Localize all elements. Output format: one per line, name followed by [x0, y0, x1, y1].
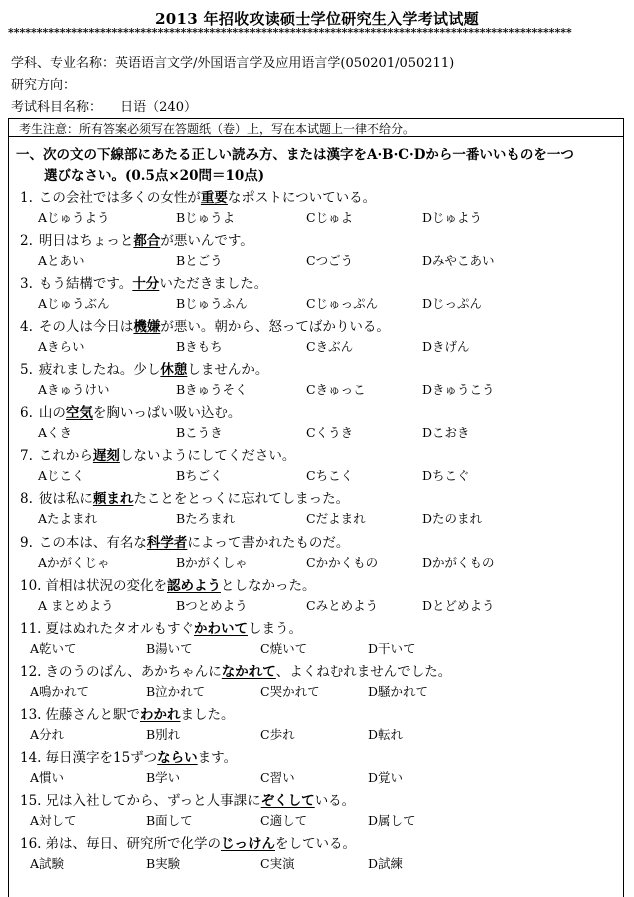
question-text-after: が悪いんです。 [160, 233, 254, 249]
question-9-option-a: Aかがくじゃ [38, 555, 110, 570]
question-6 [20, 401, 241, 421]
question-number: 8. [20, 491, 33, 507]
question-11-option-a: A乾いて [30, 641, 77, 656]
question-number: 9. [20, 535, 33, 551]
question-16-option-c: C実演 [260, 856, 295, 871]
question-15 [20, 789, 355, 809]
question-text-after: ます。 [197, 750, 238, 766]
question-text-before: 首相は状況の変化を [45, 578, 167, 594]
direction-label: 研究方向： [11, 78, 77, 93]
question-text-before: もう結構です。 [38, 276, 133, 292]
question-text-after: ました。 [180, 707, 235, 723]
question-text-before: 弟は、毎日、研究所で化学の [45, 836, 221, 852]
question-14-option-a: A慣い [30, 770, 65, 785]
question-text-before: 明日はちょっと [38, 233, 134, 249]
question-underlined-term: かわいて [193, 621, 248, 637]
question-number: 4. [20, 319, 33, 335]
question-number: 7. [20, 448, 33, 464]
question-text-before: 兄は入社してから、ずっと人事課に [45, 793, 261, 809]
question-number: 2. [20, 233, 33, 249]
question-4-option-a: Aきらい [38, 339, 85, 354]
question-1-option-c: Cじゅよ [306, 210, 354, 225]
question-text-after: たことをとっくに忘れてしまった。 [133, 491, 350, 507]
question-number: 16. [20, 836, 42, 852]
question-text-before: これから [38, 448, 93, 464]
question-number: 10. [20, 578, 42, 594]
exam-title: 2013 年招收攻读硕士学位研究生入学考试试题 [155, 10, 479, 28]
question-14 [20, 746, 237, 766]
question-number: 11. [20, 621, 42, 637]
question-underlined-term: 都合 [133, 233, 161, 249]
question-5-option-a: Aきゅうけい [38, 382, 110, 397]
question-text-before: この本は、有名な [38, 535, 147, 551]
question-4-option-c: Cきぶん [306, 339, 354, 354]
question-2-option-a: Aとあい [38, 253, 85, 268]
question-text-after: しまう。 [247, 621, 302, 637]
question-1-option-b: Bじゅうよ [176, 210, 236, 225]
question-text-after: 、よくねむれませんでした。 [275, 664, 452, 680]
question-7 [20, 444, 295, 464]
question-5-option-c: Cきゅっこ [306, 382, 366, 397]
question-13-option-b: B別れ [146, 727, 181, 742]
question-underlined-term: 十分 [132, 276, 160, 292]
question-5-option-d: Dきゅうこう [422, 382, 495, 397]
question-9 [20, 531, 349, 551]
question-12-option-b: B泣かれて [146, 684, 206, 699]
question-underlined-term: 科学者 [146, 535, 188, 551]
question-7-option-d: Dちこぐ [422, 468, 470, 483]
question-underlined-term: 空気 [65, 405, 93, 421]
question-underlined-term: 遅刻 [92, 448, 120, 464]
question-2-option-c: Cつごう [306, 253, 354, 268]
question-text-before: きのうのばん、あかちゃんに [45, 664, 222, 680]
question-16 [20, 832, 356, 852]
question-underlined-term: ぞくして [260, 793, 315, 809]
question-text-before: 夏はぬれたタオルもすぐ [45, 621, 194, 637]
question-8-option-c: Cだよまれ [306, 511, 366, 526]
question-number: 14. [20, 750, 42, 766]
question-6-option-c: Cくうき [306, 425, 354, 440]
question-3-option-a: Aじゅうぶん [38, 296, 110, 311]
question-9-option-c: Cかかくもの [306, 555, 379, 570]
question-15-option-a: A対して [30, 813, 77, 828]
question-text-after: をしている。 [274, 836, 356, 852]
question-13 [20, 703, 234, 723]
question-text-after: なポストについている。 [227, 190, 377, 206]
major-value: 英语语言文学/外国语言学及应用语言学(050201/050211) [115, 56, 455, 71]
question-11-option-c: C焼いて [260, 641, 308, 656]
question-text-before: 毎日漢字を15ずつ [45, 750, 158, 766]
question-15-option-c: C適して [260, 813, 308, 828]
question-number: 6. [20, 405, 33, 421]
question-1-option-a: Aじゅうよう [38, 210, 110, 225]
question-13-option-d: D転れ [368, 727, 404, 742]
question-13-option-c: C歩れ [260, 727, 295, 742]
section-heading-line2: 選びなさい。(0.5点×20問＝10点) [44, 168, 265, 184]
direction-line [11, 74, 76, 93]
question-8-option-b: Bたろまれ [176, 511, 236, 526]
question-6-option-a: Aくき [38, 425, 73, 440]
question-text-after: しないようにしてください。 [119, 448, 296, 464]
question-9-option-d: Dかがくもの [422, 555, 495, 570]
question-7-option-c: Cちこく [306, 468, 354, 483]
question-10-option-d: Dとどめよう [422, 598, 495, 613]
question-text-before: その人は今日は [38, 319, 134, 335]
question-9-option-b: Bかがくしゃ [176, 555, 248, 570]
question-text-after: いただきました。 [159, 276, 268, 292]
question-text-after: が悪い。朝から、怒ってばかりいる。 [160, 319, 390, 335]
question-16-option-b: B実験 [146, 856, 181, 871]
question-10 [20, 574, 315, 594]
question-6-option-d: Dこおき [422, 425, 470, 440]
question-5 [20, 358, 268, 378]
question-text-before: 疲れましたね。少し [38, 362, 161, 378]
question-text-after: しませんか。 [187, 362, 269, 378]
question-3-option-d: Dじっぷん [422, 296, 483, 311]
question-4-option-d: Dきげん [422, 339, 470, 354]
question-3-option-b: Bじゅうふん [176, 296, 248, 311]
question-12 [20, 660, 451, 680]
question-number: 12. [20, 664, 42, 680]
question-11 [20, 617, 302, 637]
question-8-option-d: Dたのまれ [422, 511, 483, 526]
question-2 [20, 229, 254, 249]
question-3 [20, 272, 267, 292]
notice-box [8, 118, 624, 137]
question-8-option-a: Aたよまれ [38, 511, 98, 526]
question-number: 1. [20, 190, 33, 206]
question-number: 5. [20, 362, 33, 378]
major-line [11, 52, 454, 71]
question-underlined-term: 重要 [200, 190, 228, 206]
question-number: 15. [20, 793, 42, 809]
question-14-option-b: B学い [146, 770, 181, 785]
question-4 [20, 315, 390, 335]
subject-line [11, 96, 197, 115]
question-1-option-d: Dじゅよう [422, 210, 483, 225]
question-number: 13. [20, 707, 42, 723]
question-underlined-term: なかれて [221, 664, 276, 680]
question-10-option-b: Bつとめよう [176, 598, 248, 613]
question-12-option-d: D騒かれて [368, 684, 429, 699]
question-underlined-term: 休憩 [160, 362, 188, 378]
question-number: 3. [20, 276, 33, 292]
question-13-option-a: A分れ [30, 727, 65, 742]
major-label: 学科、专业名称： [11, 56, 116, 71]
question-3-option-c: Cじゅっぷん [306, 296, 379, 311]
question-16-option-a: A試験 [30, 856, 65, 871]
question-7-option-b: Bちごく [176, 468, 223, 483]
question-11-option-d: D干いて [368, 641, 416, 656]
question-5-option-b: Bきゅうそく [176, 382, 248, 397]
question-text-before: この会社では多くの女性が [38, 190, 201, 206]
question-14-option-c: C習い [260, 770, 295, 785]
question-6-option-b: Bこうき [176, 425, 223, 440]
question-16-option-d: D試練 [368, 856, 404, 871]
question-text-before: 山の [38, 405, 66, 421]
star-divider: ************************************************************************************************** [8, 27, 572, 38]
question-underlined-term: 機嫌 [133, 319, 161, 335]
question-8 [20, 487, 349, 507]
question-text-after: いる。 [314, 793, 356, 809]
question-4-option-b: Bきもち [176, 339, 223, 354]
question-text-before: 佐藤さんと駅で [45, 707, 140, 723]
question-14-option-d: D覚い [368, 770, 404, 785]
question-10-option-a: A まとめよう [38, 598, 114, 613]
question-text-after: によって書かれたものだ。 [187, 535, 350, 551]
section-heading-line1: 一、次の文の下線部にあたる正しい読み方、または漢字をA·B·C·Dから一番いいものを一つ [16, 147, 574, 163]
question-2-option-d: Dみやこあい [422, 253, 495, 268]
question-15-option-d: D属して [368, 813, 416, 828]
question-10-option-c: Cみとめよう [306, 598, 379, 613]
question-1 [20, 186, 376, 206]
question-15-option-b: B面して [146, 813, 193, 828]
subject-label: 考试科目名称： [11, 100, 103, 115]
question-underlined-term: ならい [157, 750, 198, 766]
subject-value: 日语（240） [120, 100, 197, 115]
question-underlined-term: 認めよう [166, 578, 221, 594]
question-11-option-b: B湯いて [146, 641, 193, 656]
question-2-option-b: Bとごう [176, 253, 223, 268]
question-underlined-term: 頼まれ [92, 491, 134, 507]
question-underlined-term: わかれ [139, 707, 181, 723]
question-text-before: 彼は私に [38, 491, 93, 507]
question-text-after: としなかった。 [220, 578, 316, 594]
question-underlined-term: じっけん [220, 836, 275, 852]
question-7-option-a: Aじこく [38, 468, 85, 483]
question-text-after: を胸いっぱい吸い込む。 [92, 405, 242, 421]
notice-text: 考生注意：所有答案必须写在答题纸（卷）上，写在本试题上一律不给分。 [19, 122, 416, 136]
question-12-option-a: A鳴かれて [30, 684, 90, 699]
question-12-option-c: C哭かれて [260, 684, 320, 699]
